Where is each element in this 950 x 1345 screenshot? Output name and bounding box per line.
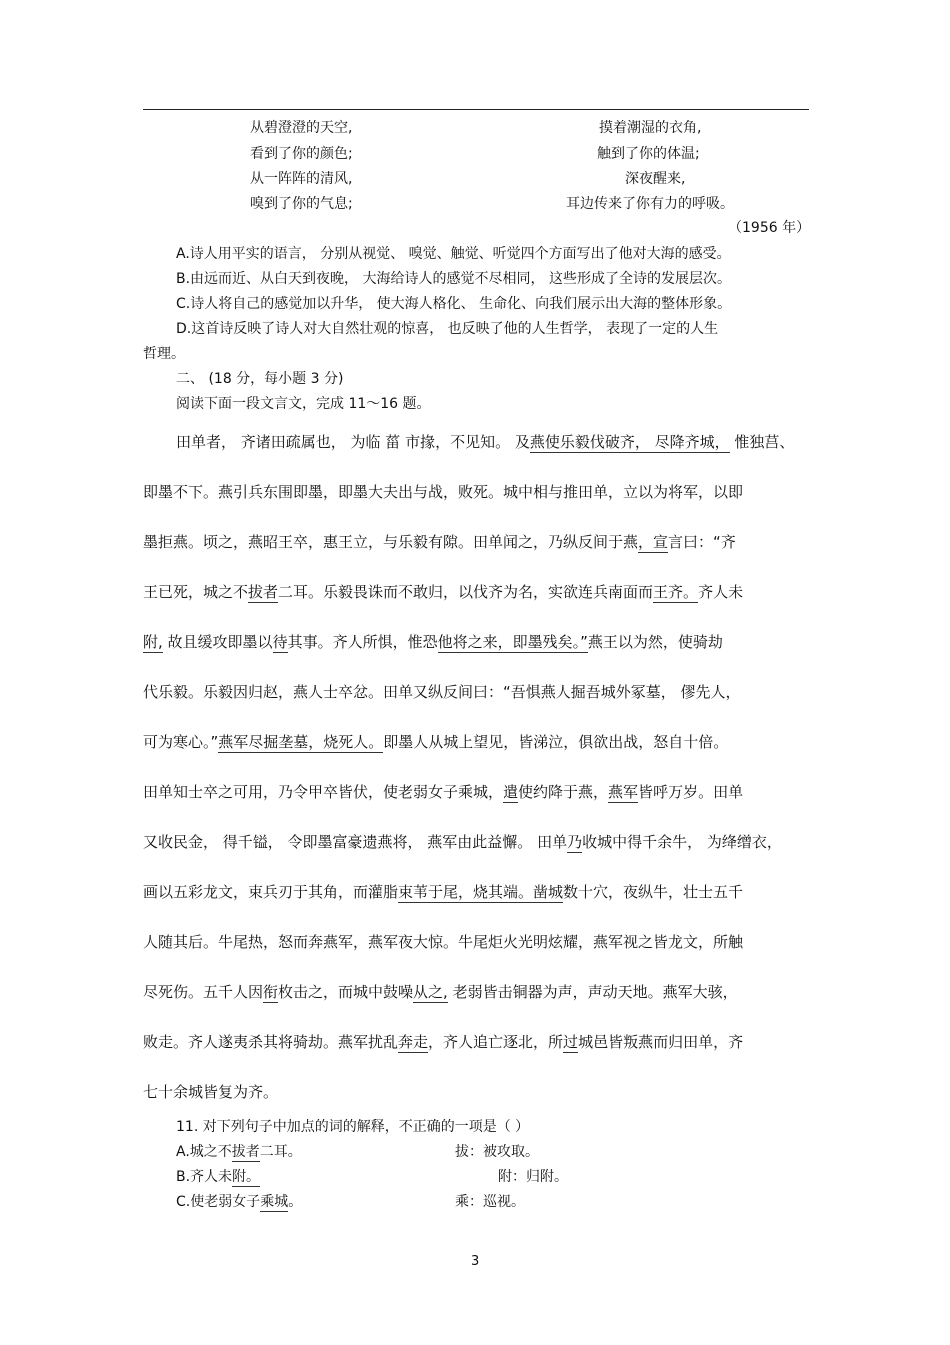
- poem-right-line: 摸着潮湿的衣角,: [599, 120, 702, 136]
- q11-option-a: A.城之不拔者二耳。: [176, 1144, 302, 1160]
- option-a: A.诗人用平实的语言， 分别从视觉、 嗅觉、触觉、听觉四个方面写出了他对大海的感受。: [176, 246, 731, 262]
- q11-option-c-explanation: 乘：巡视。: [455, 1194, 525, 1210]
- question-11-stem: 11. 对下列句子中加点的词的解释，不正确的一项是（ ）: [176, 1119, 530, 1135]
- poem-right-line: 深夜醒来,: [625, 171, 686, 187]
- section-instruction: 阅读下面一段文言文，完成 11～16 题。: [176, 396, 431, 412]
- poem-left-line: 看到了你的颜色;: [250, 146, 353, 162]
- poem-year: （1956 年）: [728, 220, 811, 236]
- passage-line: 墨拒燕。顷之，燕昭王卒，惠王立，与乐毅有隙。田单闻之，乃纵反间于燕，宣言曰：“齐: [143, 533, 736, 551]
- poem-left-line: 嗅到了你的气息;: [250, 196, 353, 212]
- option-d: D.这首诗反映了诗人对大自然壮观的惊喜， 也反映了他的人生哲学， 表现了一定的人生: [176, 321, 719, 337]
- section-heading: 二、 (18 分，每小题 3 分): [176, 371, 344, 387]
- passage-line: 人随其后。牛尾热，怒而奔燕军，燕军夜大惊。牛尾炬火光明炫耀，燕军视之皆龙文，所触: [143, 933, 744, 951]
- passage-line: 又收民金， 得千镒， 令即墨富豪遗燕将， 燕军由此益懈。 田单乃收城中得千余牛， 为绛缯衣，: [143, 833, 782, 851]
- passage-line: 画以五彩龙文，束兵刃于其角，而灌脂束苇于尾，烧其端。凿城数十穴，夜纵牛，壮士五千: [143, 883, 744, 901]
- passage-line: 田单知士卒之可用，乃令甲卒皆伏，使老弱女子乘城，遣使约降于燕，燕军皆呼万岁。田单: [143, 783, 744, 801]
- poem-right-line: 触到了你的体温;: [597, 146, 700, 162]
- poem-right-line: 耳边传来了你有力的呼吸。: [566, 196, 734, 212]
- poem-left-line: 从一阵阵的清风,: [250, 171, 353, 187]
- q11-option-c: C.使老弱女子乘城。: [176, 1194, 303, 1210]
- page-number: 3: [471, 1254, 480, 1269]
- q11-option-b: B.齐人未附。: [176, 1169, 261, 1185]
- poem-left-line: 从碧澄澄的天空,: [250, 120, 353, 136]
- passage-line: 王已死，城之不拔者二耳。乐毅畏诛而不敢归，以伐齐为名，实欲连兵南面而王齐。齐人未: [143, 583, 744, 601]
- header-rule: [143, 109, 809, 110]
- passage-line: 尽死伤。五千人因衔枚击之，而城中鼓噪从之, 老弱皆击铜器为声，声动天地。燕军大骇，: [143, 983, 738, 1001]
- passage-line: 败走。齐人遂夷杀其将骑劫。燕军扰乱奔走，齐人追亡逐北，所过城邑皆叛燕而归田单，齐: [143, 1033, 744, 1051]
- passage-line: 田单者， 齐诸田疏属也， 为临 菑 市掾，不见知。 及燕使乐毅伐破齐， 尽降齐城， 惟独莒、: [176, 433, 795, 451]
- passage-line: 可为寒心。”燕军尽掘垄墓，烧死人。即墨人从城上望见，皆涕泣，俱欲出战，怒自十倍。: [143, 733, 729, 751]
- option-b: B.由远而近、从白天到夜晚， 大海给诗人的感觉不尽相同， 这些形成了全诗的发展层次。: [176, 271, 731, 287]
- passage-line: 代乐毅。乐毅因归赵，燕人士卒忿。田单又纵反间曰：“吾惧燕人掘吾城外冢墓， 僇先人，: [143, 683, 741, 701]
- option-d-continued: 哲理。: [143, 346, 185, 362]
- passage-line: 附, 故且缓攻即墨以待其事。齐人所惧，惟恐他将之来，即墨残矣。”燕王以为然，使骑劫: [143, 633, 723, 651]
- passage-line: 七十余城皆复为齐。: [143, 1083, 279, 1101]
- q11-option-a-explanation: 拔：被攻取。: [455, 1144, 539, 1160]
- option-c: C.诗人将自己的感觉加以升华， 使大海人格化、 生命化、向我们展示出大海的整体形象。: [176, 296, 732, 312]
- passage-line: 即墨不下。燕引兵东围即墨，即墨大夫出与战，败死。城中相与推田单，立以为将军，以即: [143, 483, 744, 501]
- q11-option-b-explanation: 附：归附。: [498, 1169, 568, 1185]
